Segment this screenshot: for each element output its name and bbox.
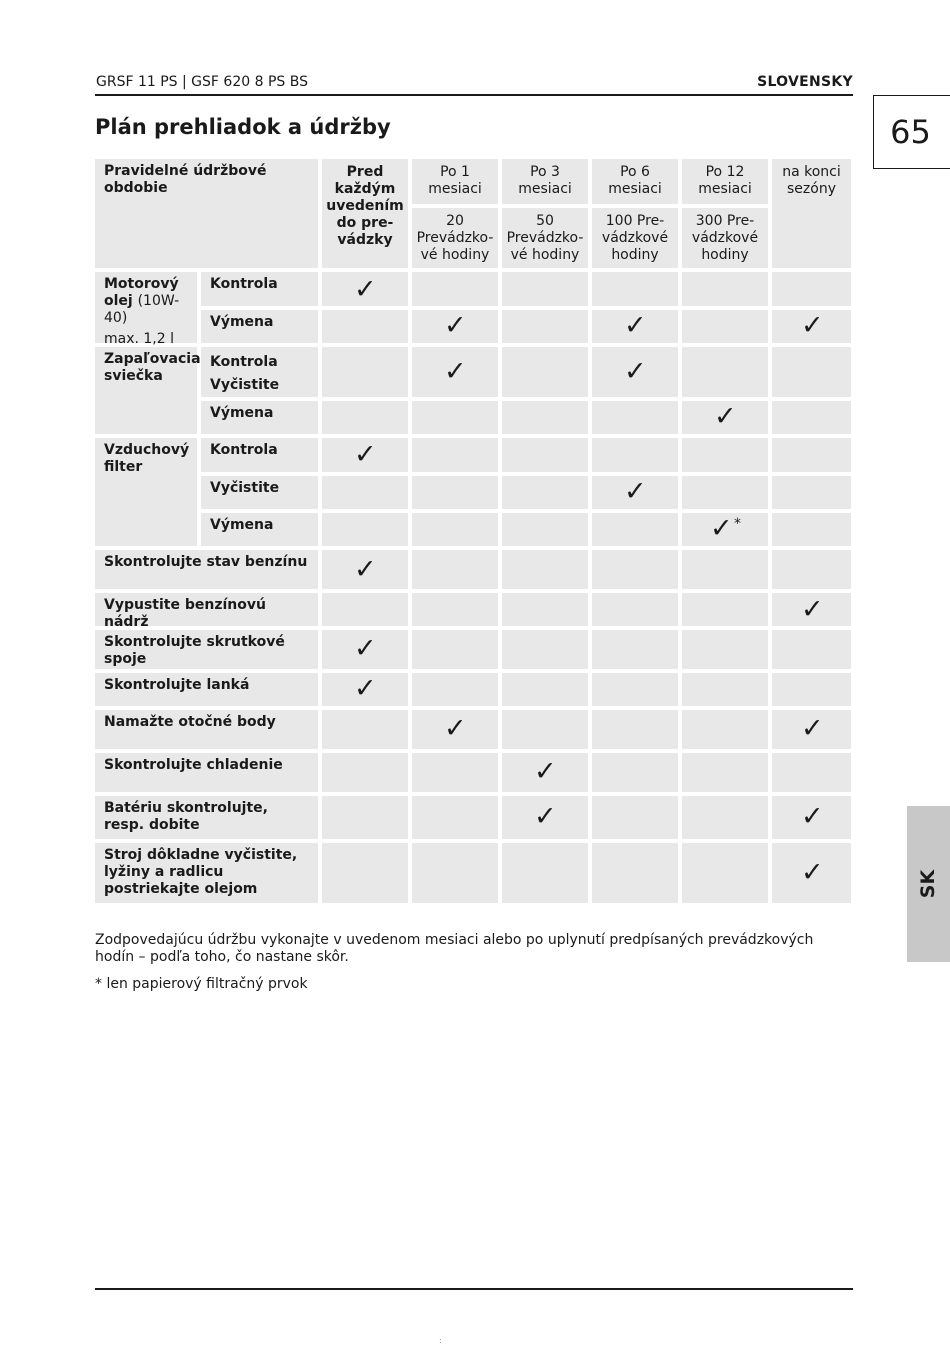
column-header-20-hours: 20 Prevádzko-vé hodiny [412,208,498,268]
check-mark-icon: ✓ [801,594,824,625]
spark-action-check: Kontrola [210,354,278,370]
row-gap [322,839,851,843]
row-label-lubricate: Namažte otočné body [95,710,318,749]
check-mark-icon: ✓ [710,513,733,544]
check-mark-icon: ✓ [534,756,557,787]
row-gap [322,706,851,710]
row-gap [322,669,851,673]
row-gap [322,472,851,476]
group-label-engine-oil [95,272,197,347]
table-corner-header: Pravidelné údržbové obdobie [95,159,318,268]
row-label-battery: Batériu skontrolujte, resp. dobite [95,796,318,839]
check-mark-icon: ✓ [714,401,737,432]
spark-action-check-clean [201,347,318,397]
row-gap [322,546,851,550]
row-label-check-fuel: Skontrolujte stav benzínu [95,550,318,589]
row-gap [322,626,851,630]
oil-spec: (10W-40) [104,293,180,326]
data-column-12-months [682,272,768,903]
air-action-replace: Výmena [201,513,318,546]
check-mark-icon: ✓ [801,310,824,341]
check-mark-icon: ✓ [444,356,467,387]
column-header-end-of-season: na konci sezóny [772,159,851,268]
row-gap [322,434,851,438]
column-header-6-months: Po 6 mesiaci [592,159,678,204]
check-mark-icon: ✓ [354,633,377,664]
check-mark-icon: ✓ [444,713,467,744]
check-mark-icon: ✓ [444,310,467,341]
check-mark-icon: ✓ [354,554,377,585]
check-mark-icon: ✓ [624,356,647,387]
language-side-tab [907,806,950,962]
column-header-300-hours: 300 Pre-vádzkové hodiny [682,208,768,268]
column-header-12-months: Po 12 mesiaci [682,159,768,204]
footer-rule [95,1288,853,1290]
check-mark-icon: ✓ [624,476,647,507]
header-rule [95,94,853,96]
air-action-clean: Vyčistite [201,476,318,509]
language-side-tab-label: SK [917,869,940,899]
column-header-1-month: Po 1 mesiaci [412,159,498,204]
data-column-before-use [322,272,408,903]
footnote-asterisk: * len papierový filtračný prvok [95,976,308,992]
group-label-air-filter: Vzduchový filter [95,438,197,546]
spark-action-replace: Výmena [201,401,318,434]
column-header-before-use: Pred každým uvedením do pre-vádzky [322,159,408,268]
check-mark-icon: ✓ [801,801,824,832]
row-gap [322,397,851,401]
bottom-mark: : [439,1336,442,1345]
column-header-100-hours: 100 Pre-vádzkové hodiny [592,208,678,268]
row-gap [322,589,851,593]
column-header-50-hours: 50 Prevádzko-vé hodiny [502,208,588,268]
asterisk-note-marker: * [734,516,741,532]
check-mark-icon: ✓ [801,713,824,744]
row-label-drain-tank: Vypustite benzínovú nádrž [95,593,318,626]
row-label-check-screws: Skontrolujte skrutkové spoje [95,630,318,669]
oil-capacity: max. 1,2 l [104,331,175,347]
spark-action-clean: Vyčistite [210,377,280,393]
header-language: SLOVENSKY [757,74,853,90]
check-mark-icon: ✓ [354,673,377,704]
row-gap [322,343,851,347]
row-label-check-cables: Skontrolujte lanká [95,673,318,706]
page-number: 65 [873,95,950,169]
check-mark-icon: ✓ [534,801,557,832]
row-gap [322,509,851,513]
air-action-check: Kontrola [201,438,318,472]
row-label-clean-machine: Stroj dôkladne vyčistite, lyžiny a radlicu postriekajte olejom [95,843,318,903]
check-mark-icon: ✓ [354,274,377,305]
oil-name-2: olej [104,293,133,309]
row-gap [322,306,851,310]
check-mark-icon: ✓ [354,439,377,470]
row-label-check-cooling: Skontrolujte chladenie [95,753,318,792]
page-title: Plán prehliadok a údržby [95,115,391,139]
column-header-3-months: Po 3 mesiaci [502,159,588,204]
row-gap [322,792,851,796]
footnote-main: Zodpovedajúcu údržbu vykonajte v uvedenom mesiaci alebo po uplynutí predpísaných prevádzkových hodín – podľa toho, čo nastane skôr. [95,932,814,965]
group-label-spark-plug: Zapaľovacia sviečka [95,347,197,434]
oil-name: Motorový [104,276,179,292]
oil-action-check: Kontrola [201,272,318,306]
check-mark-icon: ✓ [801,857,824,888]
header-models: GRSF 11 PS | GSF 620 8 PS BS [96,74,308,90]
row-gap [322,749,851,753]
oil-action-replace: Výmena [201,310,318,343]
check-mark-icon: ✓ [624,310,647,341]
